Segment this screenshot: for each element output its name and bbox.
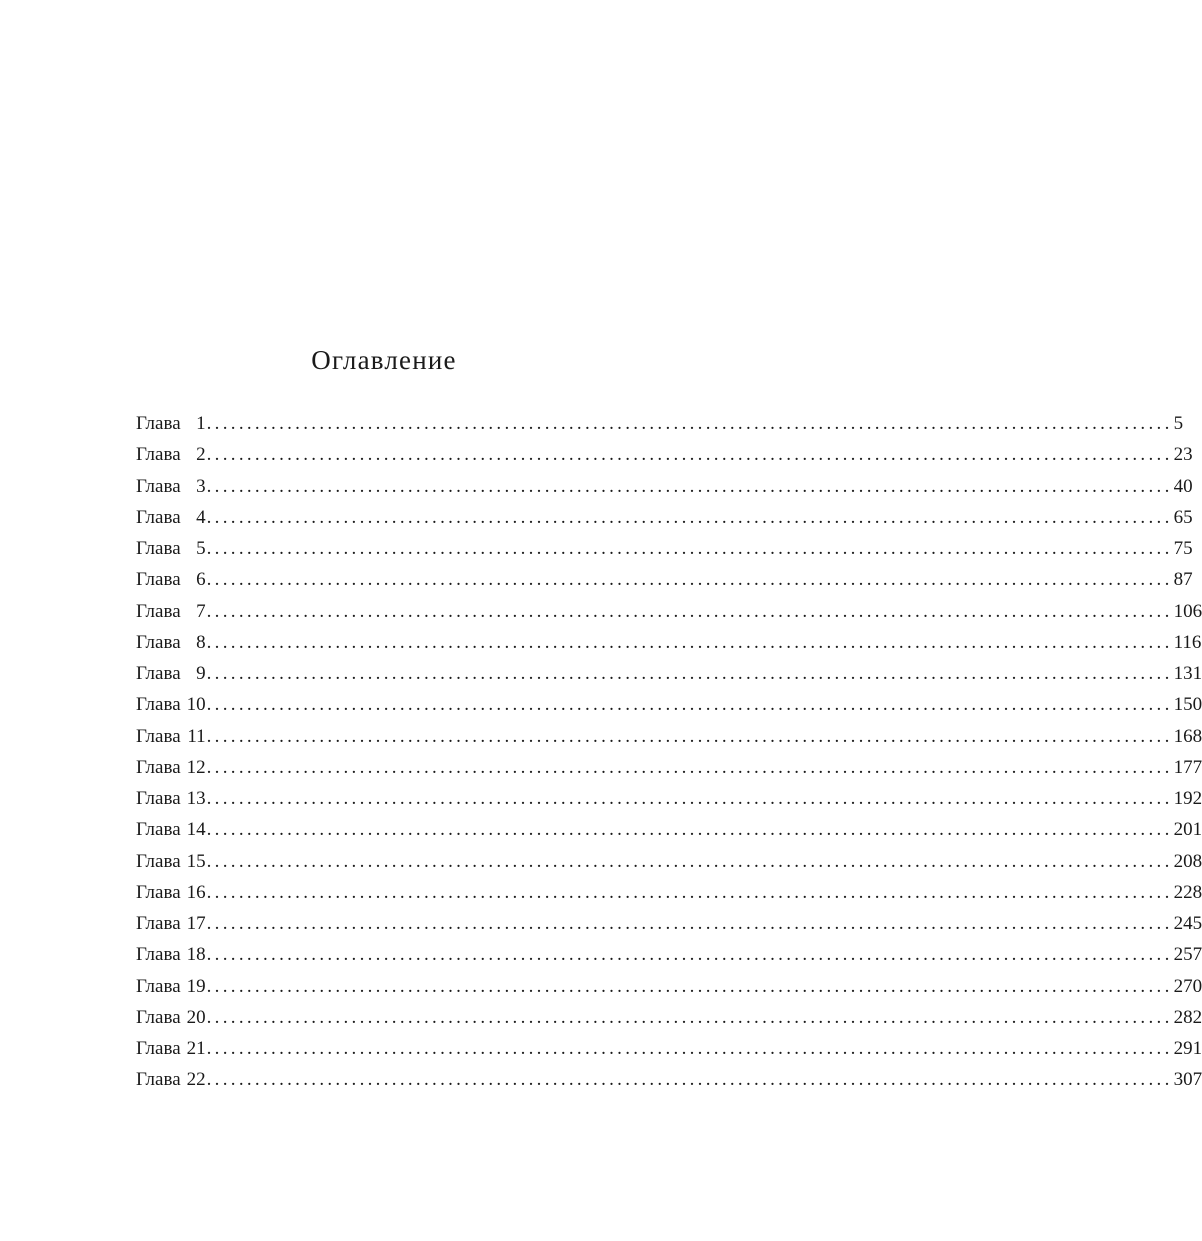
chapter-number: 10 (186, 694, 206, 716)
dot-leader: ........................................................................................................................ (206, 756, 1173, 778)
dot-leader: ........................................................................................................................ (206, 569, 1173, 591)
dot-leader: ........................................................................................................................ (206, 444, 1173, 466)
page-number: 131 (1173, 663, 1202, 684)
toc-entry (136, 783, 1202, 814)
dot-leader: ........................................................................................................................ (206, 631, 1173, 653)
toc-entry (136, 846, 1202, 877)
toc-entry (136, 971, 1202, 1002)
dot-leader: ........................................................................................................................ (206, 850, 1173, 872)
chapter-label: Глава (136, 881, 181, 903)
chapter-label: Глава (136, 694, 181, 716)
dot-leader: ........................................................................................................................ (206, 475, 1173, 497)
chapter-label: Глава (136, 725, 181, 747)
chapter-label: Глава (136, 475, 181, 497)
page-number: 245 (1173, 913, 1202, 934)
chapter-label: Глава (136, 819, 181, 841)
chapter-number: 6 (196, 569, 206, 591)
dot-leader: ........................................................................................................................ (206, 819, 1173, 841)
chapter-number: 22 (186, 1069, 206, 1091)
chapter-label: Глава (136, 538, 181, 559)
chapter-number: 16 (186, 881, 206, 903)
dot-leader: ........................................................................................................................ (206, 913, 1173, 934)
page-number: 87 (1173, 569, 1193, 591)
chapter-number: 15 (186, 850, 206, 872)
chapter-number: 2 (196, 444, 206, 466)
chapter-label: Глава (136, 506, 181, 528)
chapter-number: 19 (186, 975, 206, 997)
chapter-number: 21 (186, 1038, 206, 1059)
dot-leader: ........................................................................................................................ (206, 694, 1173, 716)
page-number: 116 (1173, 631, 1202, 653)
chapter-label: Глава (136, 569, 181, 591)
toc-entry (136, 721, 1202, 752)
toc-entry (136, 877, 1202, 908)
chapter-number: 17 (186, 913, 206, 934)
chapter-label: Глава (136, 944, 181, 966)
dot-leader: ........................................................................................................................ (206, 975, 1173, 997)
page-number: 270 (1173, 975, 1202, 997)
chapter-label: Глава (136, 913, 181, 934)
toc-entry (136, 1064, 1202, 1095)
chapter-label: Глава (136, 850, 181, 872)
toc-entry (136, 752, 1202, 783)
dot-leader: ........................................................................................................................ (206, 725, 1173, 747)
dot-leader: ........................................................................................................................ (206, 788, 1173, 809)
page-number: 106 (1173, 600, 1202, 622)
chapter-number: 9 (196, 663, 206, 684)
dot-leader: ........................................................................................................................ (206, 1006, 1173, 1028)
toc-entry (136, 439, 1193, 470)
page-number: 65 (1173, 506, 1193, 528)
dot-leader: ........................................................................................................................ (206, 538, 1173, 559)
chapter-number: 14 (186, 819, 206, 841)
chapter-number: 7 (196, 600, 206, 622)
chapter-label: Глава (136, 788, 181, 809)
page-number: 192 (1173, 788, 1202, 809)
toc-entry (136, 596, 1202, 627)
toc-entry (136, 689, 1202, 720)
page-number: 201 (1173, 819, 1202, 841)
toc-entry (136, 814, 1202, 845)
dot-leader: ........................................................................................................................ (206, 1069, 1173, 1091)
chapter-label: Глава (136, 1069, 181, 1091)
toc-entry (136, 533, 1193, 564)
toc-entry (136, 502, 1193, 533)
dot-leader: ........................................................................................................................ (206, 944, 1173, 966)
page-number: 282 (1173, 1006, 1202, 1028)
toc-entry (136, 658, 1202, 689)
chapter-label: Глава (136, 756, 181, 778)
table-of-contents (136, 408, 1202, 1096)
chapter-number: 3 (196, 475, 206, 497)
chapter-label: Глава (136, 663, 181, 684)
toc-entry (136, 1002, 1202, 1033)
chapter-label: Глава (136, 631, 181, 653)
chapter-number: 20 (186, 1006, 206, 1028)
dot-leader: ........................................................................................................................ (206, 881, 1173, 903)
chapter-label: Глава (136, 413, 181, 434)
toc-entry (136, 1033, 1202, 1064)
dot-leader: ........................................................................................................................ (206, 413, 1173, 434)
chapter-label: Глава (136, 600, 181, 622)
page-number: 168 (1173, 725, 1202, 747)
chapter-number: 1 (196, 413, 206, 434)
dot-leader: ........................................................................................................................ (206, 1038, 1173, 1059)
dot-leader: ........................................................................................................................ (206, 506, 1173, 528)
page-number: 228 (1173, 881, 1202, 903)
toc-entry (136, 908, 1202, 939)
chapter-label: Глава (136, 444, 181, 466)
page-number: 75 (1173, 538, 1193, 559)
page-number: 23 (1173, 444, 1193, 466)
page-number: 177 (1173, 756, 1202, 778)
chapter-number: 11 (187, 725, 206, 747)
toc-entry (136, 627, 1202, 658)
chapter-number: 13 (186, 788, 206, 809)
chapter-number: 4 (196, 506, 206, 528)
chapter-label: Глава (136, 1006, 181, 1028)
chapter-number: 5 (196, 538, 206, 559)
chapter-label: Глава (136, 975, 181, 997)
page-number: 257 (1173, 944, 1202, 966)
chapter-number: 8 (196, 631, 206, 653)
toc-entry (136, 939, 1202, 970)
dot-leader: ........................................................................................................................ (206, 663, 1173, 684)
page-number: 150 (1173, 694, 1202, 716)
page-number: 5 (1173, 413, 1184, 434)
page-number: 291 (1173, 1038, 1202, 1059)
chapter-number: 12 (186, 756, 206, 778)
page-number: 307 (1173, 1069, 1202, 1091)
toc-entry (136, 471, 1193, 502)
toc-entry (136, 408, 1184, 439)
toc-entry (136, 564, 1193, 595)
chapter-number: 18 (186, 944, 206, 966)
page-title: Оглавление (311, 345, 457, 375)
dot-leader: ........................................................................................................................ (206, 600, 1173, 622)
chapter-label: Глава (136, 1038, 181, 1059)
page-number: 40 (1173, 475, 1193, 497)
page-number: 208 (1173, 850, 1202, 872)
